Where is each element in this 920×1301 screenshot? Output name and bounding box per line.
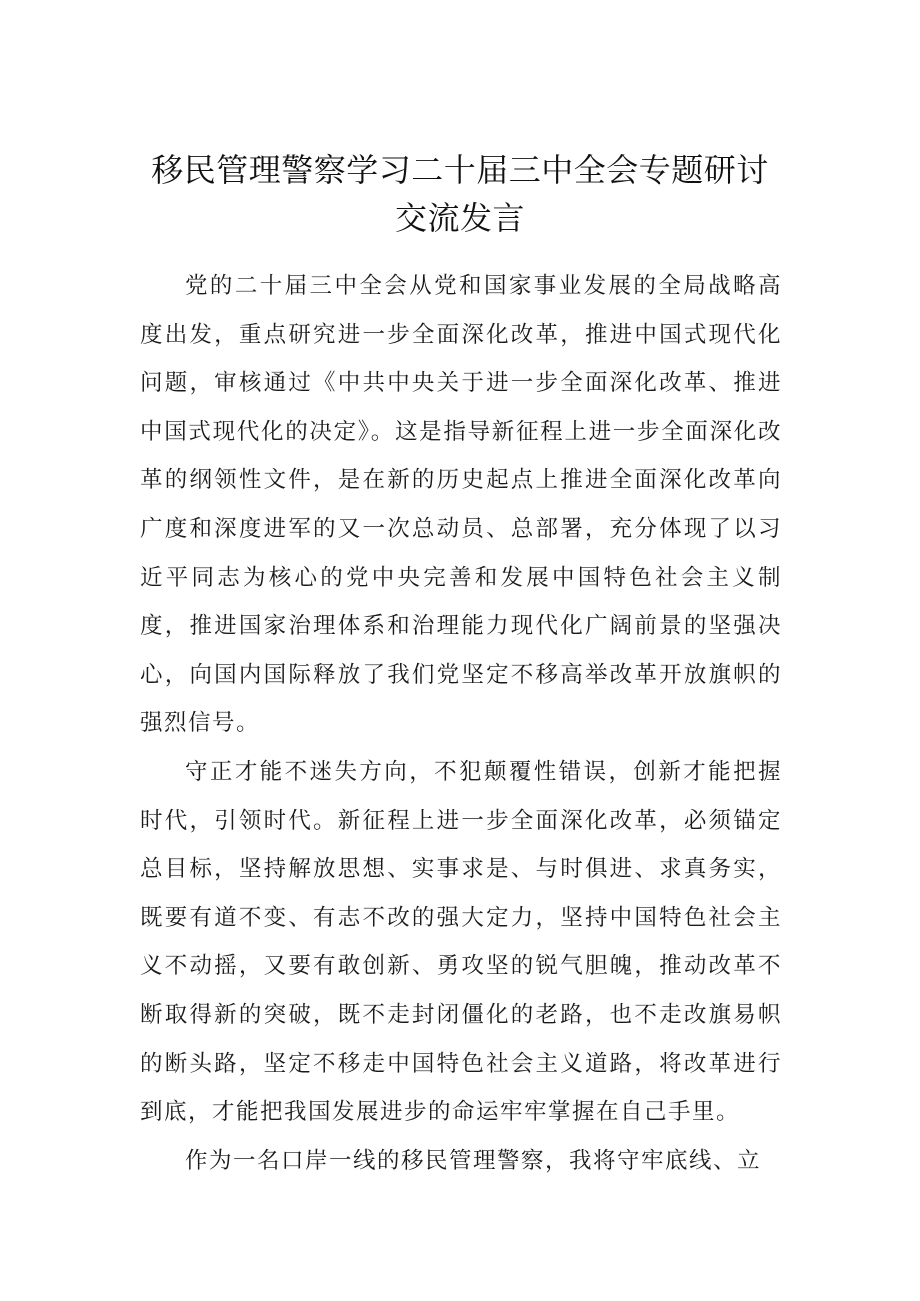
- body-paragraph: 党的二十届三中全会从党和国家事业发展的全局战略高度出发，重点研究进一步全面深化改革，推进中国式现代化问题，审核通过《中共中央关于进一步全面深化改革、推进中国式现代化的决定》。这是指导新征程上进一步全面深化改革的纲领性文件，是在新的历史起点上推进全面深化改革向广度和深度进军的又一次总动员、总部署，充分体现了以习近平同志为核心的党中央完善和发展中国特色社会主义制度，推进国家治理体系和治理能力现代化广阔前景的坚强决心，向国内国际释放了我们党坚定不移高举改革开放旗帜的强烈信号。: [140, 273, 782, 737]
- document-title: 移民管理警察学习二十届三中全会专题研讨交流发言: [151, 151, 769, 237]
- body-paragraph: 作为一名口岸一线的移民管理警察，我将守牢底线、立: [185, 1147, 762, 1174]
- document-body: [140, 262, 782, 1185]
- body-paragraph: 守正才能不迷失方向，不犯颠覆性错误，创新才能把握时代，引领时代。新征程上进一步全面深化改革，必须锚定总目标，坚持解放思想、实事求是、与时俱进、求真务实，既要有道不变、有志不改的强大定力，坚持中国特色社会主义不动摇，又要有敢创新、勇攻坚的锐气胆魄，推动改革不断取得新的突破，既不走封闭僵化的老路，也不走改旗易帜的断头路，坚定不移走中国特色社会主义道路，将改革进行到底，才能把我国发展进步的命运牢牢掌握在自己手里。: [140, 758, 782, 1126]
